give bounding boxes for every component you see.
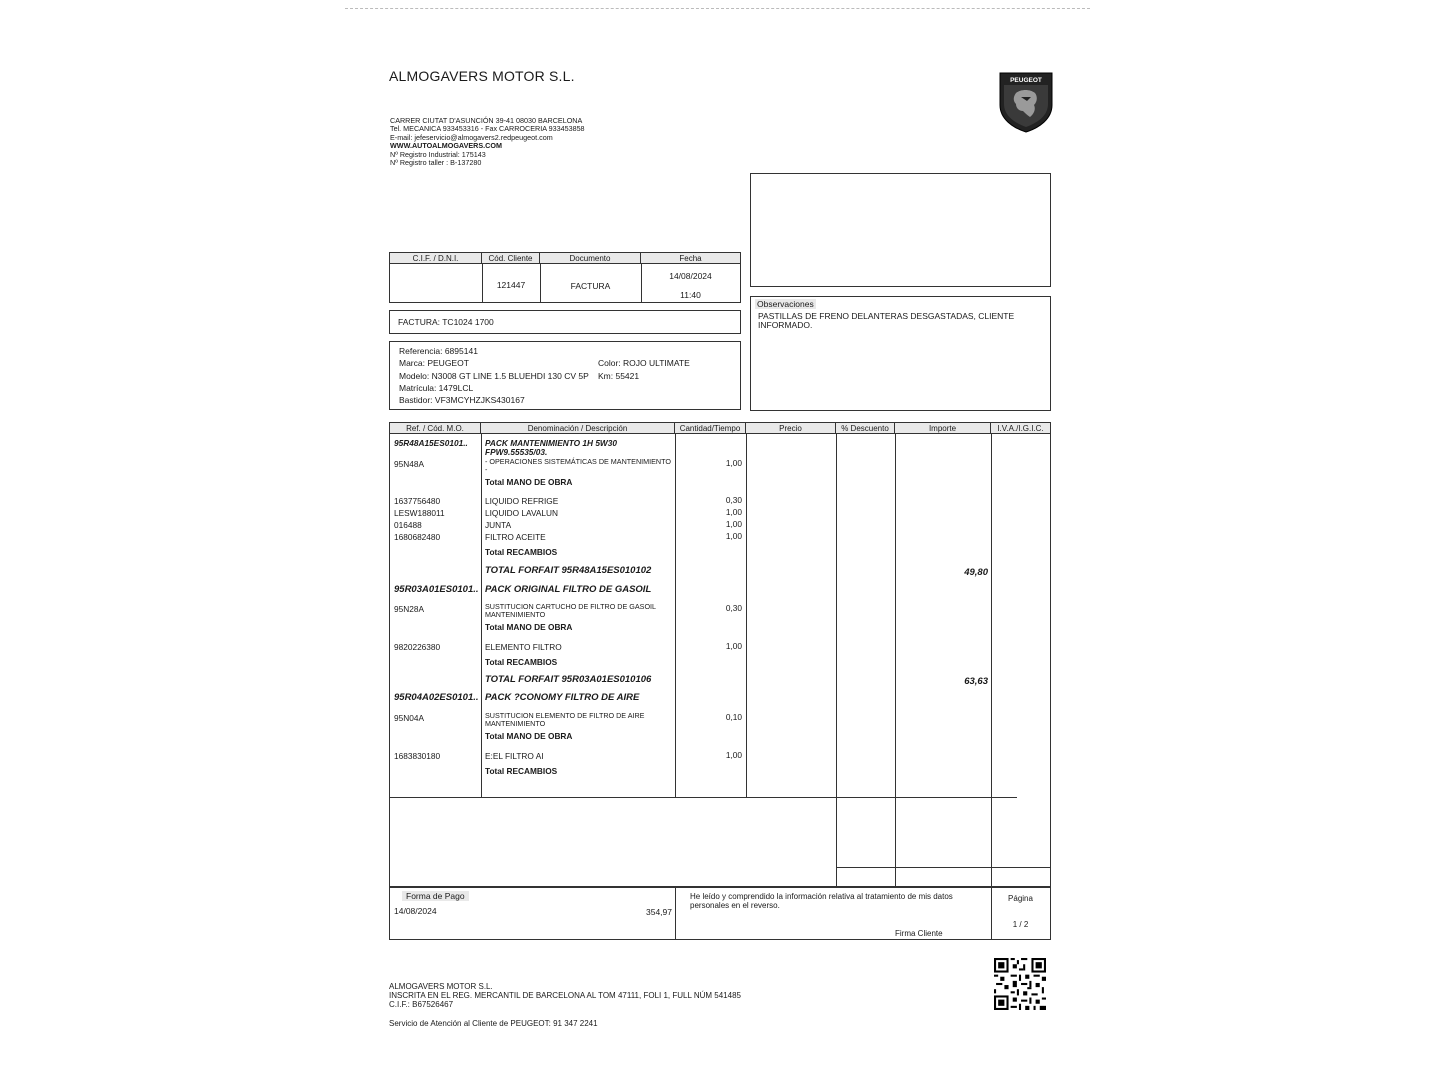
row-total-recambios: Total RECAMBIOS (485, 547, 558, 557)
row-ref: 95N28A (394, 604, 424, 614)
consent-text-2: personales en el reverso. (690, 901, 780, 910)
row-importe: 49,80 (964, 567, 988, 578)
row-desc-dash: - (485, 465, 488, 474)
header-table (389, 252, 741, 303)
pagina-number: 1 / 2 (1012, 920, 1029, 929)
pagina-label: Página (1008, 894, 1033, 903)
vehicle-modelo: Modelo: N3008 GT LINE 1.5 BLUEHDI 130 CV 5P (399, 371, 589, 381)
documento-type: FACTURA (570, 281, 611, 291)
scan-edge-line (345, 8, 1090, 9)
row-ref: 1637756480 (394, 496, 441, 506)
vehicle-bastidor: Bastidor: VF3MCYHZJKS430167 (399, 395, 525, 405)
row-desc: SUSTITUCION CARTUCHO DE FILTRO DE GASOIL (485, 602, 657, 611)
footer-registro: INSCRITA EN EL REG. MERCANTIL DE BARCELONA AL TOM 47111, FOLI 1, FULL NÚM 541485 (389, 991, 741, 1000)
company-name: ALMOGAVERS MOTOR S.L. (389, 68, 575, 84)
col-descuento: % Descuento (836, 423, 895, 434)
row-desc: ELEMENTO FILTRO (485, 642, 562, 652)
factura-box (389, 310, 741, 334)
row-ref: 1683830180 (394, 751, 441, 761)
vehicle-marca: Marca: PEUGEOT (399, 358, 469, 368)
row-ref-pack2: 95R03A01ES0101.. (394, 584, 479, 595)
row-total-forfait: TOTAL FORFAIT 95R48A15ES010102 (485, 565, 652, 576)
row-importe: 63,63 (964, 676, 988, 687)
col-precio: Precio (746, 423, 836, 434)
fecha-date: 14/08/2024 (669, 271, 712, 281)
row-desc-pack2: PACK ORIGINAL FILTRO DE GASOIL (485, 584, 652, 595)
observaciones-box (750, 296, 1051, 411)
row-desc: LIQUIDO LAVALUN (485, 508, 559, 518)
row-desc: LIQUIDO REFRIGE (485, 496, 559, 506)
row-ref-pack3: 95R04A02ES0101.. (394, 692, 479, 703)
lines-table (389, 422, 1051, 887)
footer-legal (389, 982, 741, 1028)
col-iva: I.V.A./I.G.I.C. (991, 423, 1050, 434)
col-descripcion: Denominación / Descripción (481, 423, 675, 434)
observaciones-text-2: INFORMADO. (758, 320, 813, 330)
row-desc-pack1: PACK MANTENIMIENTO 1H 5W30 (485, 438, 617, 448)
row-qty: 0,30 (725, 603, 742, 613)
row-total-mano-obra: Total MANO DE OBRA (485, 731, 573, 741)
row-qty: 1,00 (725, 750, 742, 760)
payment-amount: 354,97 (646, 907, 672, 917)
row-desc-pack1-code: FPW9.55535/03. (485, 447, 548, 457)
company-reg-taller: Nº Registro taller : B-137280 (390, 158, 482, 168)
col-cantidad: Cantidad/Tiempo (675, 423, 746, 434)
row-qty: 0,10 (725, 712, 742, 722)
header-documento: Documento (540, 253, 641, 264)
logo-text: PEUGEOT (1010, 77, 1042, 84)
consent-text-1: He leído y comprendido la información relativa al tratamiento de mis datos (690, 892, 953, 901)
footer-company: ALMOGAVERS MOTOR S.L. (389, 982, 493, 991)
row-qty: 1,00 (725, 531, 742, 541)
row-ref-pack1: 95R48A15ES0101.. (394, 438, 468, 448)
footer-cif: C.I.F.: B67526467 (389, 1000, 454, 1009)
row-total-mano-obra: Total MANO DE OBRA (485, 477, 573, 487)
row-ref: LESW188011 (394, 508, 445, 518)
company-address-block (390, 117, 585, 167)
header-cod-cliente: Cód. Cliente (482, 253, 540, 264)
footer-servicio: Servicio de Atención al Cliente de PEUGEOT: 91 347 2241 (389, 1019, 598, 1028)
row-ref: 95N48A (394, 459, 424, 469)
header-cif: C.I.F. / D.N.I. (390, 253, 482, 264)
peugeot-lion-shield-icon (997, 71, 1055, 133)
row-desc: E:EL FILTRO AI (485, 751, 544, 761)
row-desc: MANTENIMIENTO (485, 719, 546, 728)
row-desc: MANTENIMIENTO (485, 610, 546, 619)
row-ref: 1680682480 (394, 532, 441, 542)
row-desc: SUSTITUCION ELEMENTO DE FILTRO DE AIRE (485, 711, 645, 720)
col-ref: Ref. / Cód. M.O. (390, 423, 481, 434)
cliente-code: 121447 (496, 280, 526, 290)
company-email: E-mail: jefeservicio@almogavers2.redpeugeot.com (390, 132, 553, 142)
row-qty: 0,30 (725, 495, 742, 505)
company-web: WWW.AUTOALMOGAVERS.COM (390, 141, 502, 151)
row-total-mano-obra: Total MANO DE OBRA (485, 622, 573, 632)
observaciones-label: Observaciones (757, 299, 814, 309)
row-desc-pack3: PACK ?CONOMY FILTRO DE AIRE (485, 692, 640, 703)
vehicle-color: Color: ROJO ULTIMATE (598, 358, 690, 368)
vehicle-box (389, 341, 741, 410)
company-address: CARRER CIUTAT D'ASUNCIÓN 39-41 08030 BARCELONA (390, 116, 583, 125)
row-desc: FILTRO ACEITE (485, 532, 546, 542)
firma-cliente-label: Firma Cliente (895, 929, 943, 938)
row-total-forfait: TOTAL FORFAIT 95R03A01ES010106 (485, 674, 652, 685)
factura-number: FACTURA: TC1024 1700 (398, 317, 494, 327)
payment-box (389, 887, 1051, 940)
observaciones-text-1: PASTILLAS DE FRENO DELANTERAS DESGASTADAS, CLIENTE (758, 311, 1015, 321)
row-qty: 1,00 (725, 641, 742, 651)
address-box (750, 173, 1051, 287)
company-phones: Tel. MECANICA 933453316 - Fax CARROCERIA 933453858 (390, 124, 585, 134)
col-importe: Importe (895, 423, 991, 434)
row-desc: JUNTA (485, 520, 512, 530)
payment-label: Forma de Pago (402, 891, 469, 901)
row-qty: 1,00 (725, 519, 742, 529)
row-ref: 9820226380 (394, 642, 441, 652)
row-qty: 1,00 (725, 507, 742, 517)
company-reg-industrial: Nº Registro Industrial: 175143 (390, 149, 486, 159)
fecha-time: 11:40 (680, 290, 701, 300)
row-total-recambios: Total RECAMBIOS (485, 657, 558, 667)
payment-date: 14/08/2024 (394, 906, 437, 916)
row-ref: 95N04A (394, 713, 424, 723)
vehicle-referencia: Referencia: 6895141 (399, 346, 478, 356)
vehicle-km: Km: 55421 (598, 371, 640, 381)
row-desc: - OPERACIONES SISTEMÁTICAS DE MANTENIMIENTO (485, 457, 671, 466)
qr-code-icon (994, 958, 1046, 1010)
row-total-recambios: Total RECAMBIOS (485, 766, 558, 776)
vehicle-matricula: Matrícula: 1479LCL (399, 383, 474, 393)
header-fecha: Fecha (641, 253, 740, 264)
row-ref: 016488 (394, 520, 422, 530)
row-qty: 1,00 (725, 458, 742, 468)
